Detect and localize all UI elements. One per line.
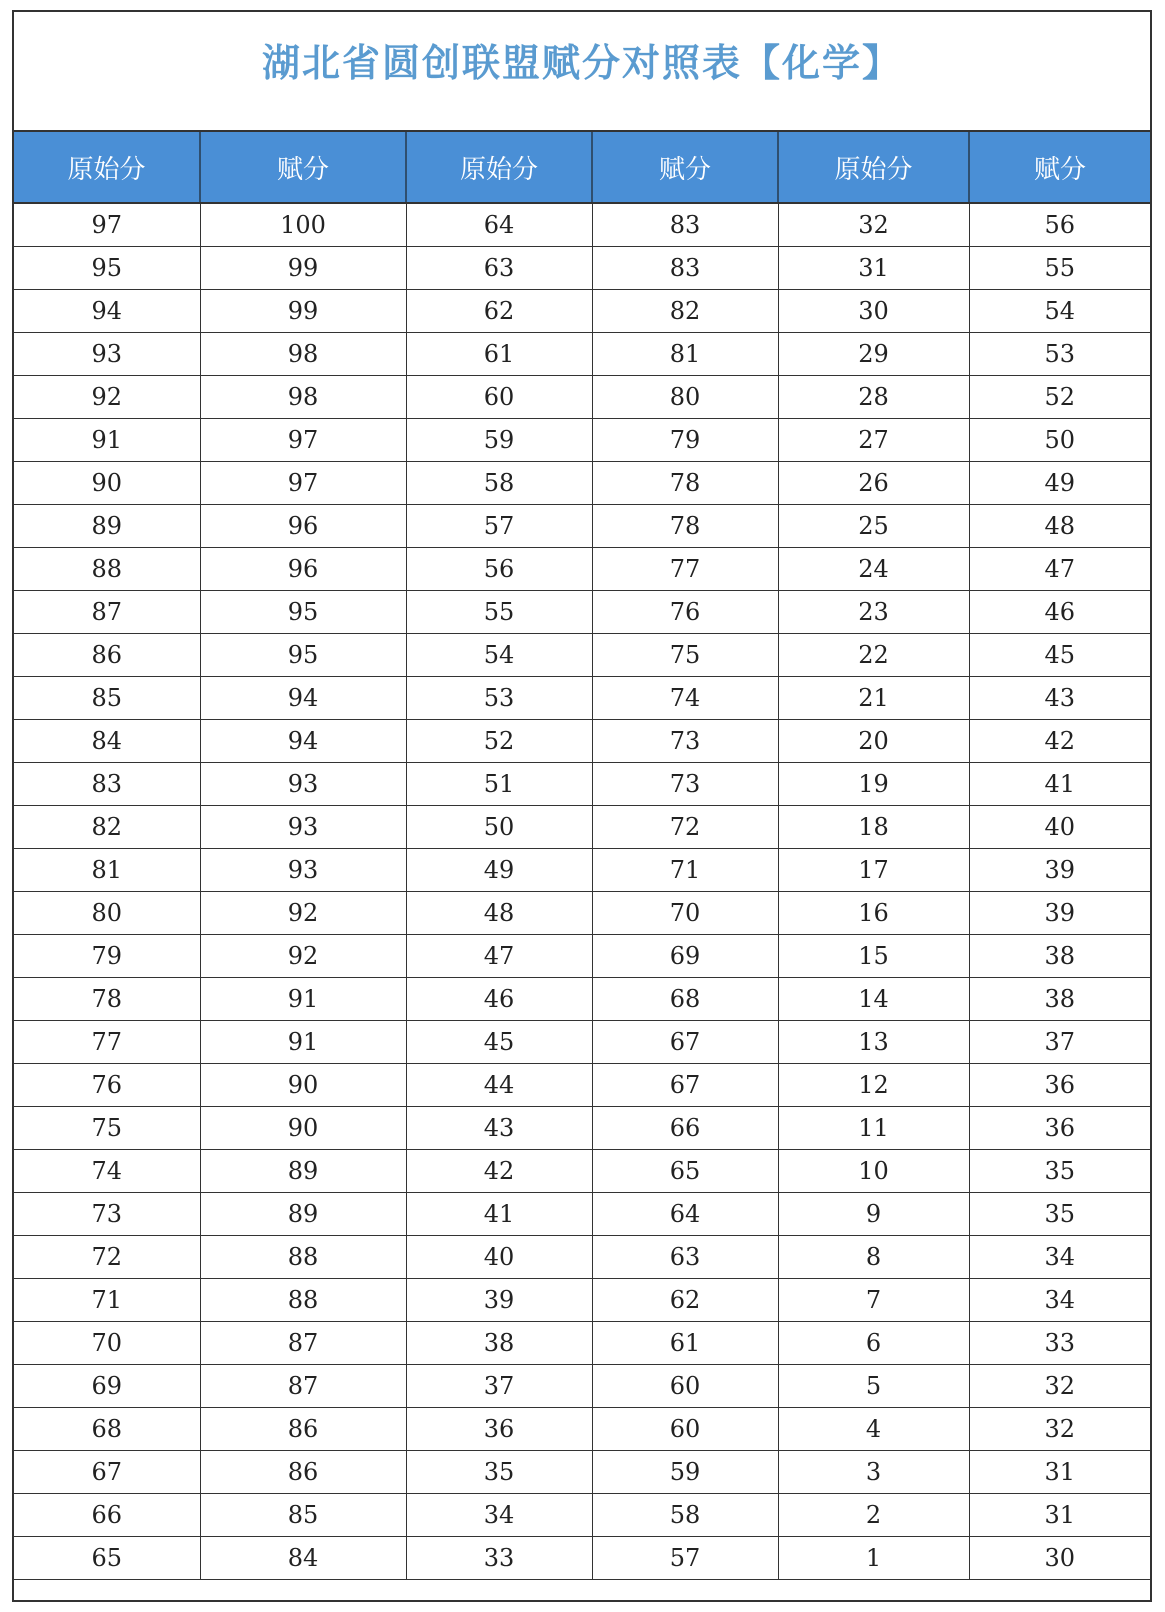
assigned-score-cell: 92 — [200, 892, 406, 935]
assigned-score-cell: 35 — [969, 1150, 1150, 1193]
assigned-score-cell: 68 — [592, 978, 778, 1021]
table-row — [14, 419, 1150, 462]
assigned-score-cell: 98 — [200, 376, 406, 419]
raw-score-cell: 40 — [406, 1236, 592, 1279]
assigned-score-cell: 89 — [200, 1193, 406, 1236]
assigned-score-cell: 86 — [200, 1451, 406, 1494]
raw-score-cell: 73 — [14, 1193, 200, 1236]
assigned-score-cell: 48 — [969, 505, 1150, 548]
assigned-score-cell: 73 — [592, 720, 778, 763]
raw-score-cell: 72 — [14, 1236, 200, 1279]
raw-score-cell: 91 — [14, 419, 200, 462]
raw-score-cell: 49 — [406, 849, 592, 892]
table-row — [14, 247, 1150, 290]
raw-score-cell: 59 — [406, 419, 592, 462]
assigned-score-cell: 39 — [969, 849, 1150, 892]
raw-score-cell: 10 — [778, 1150, 969, 1193]
raw-score-cell: 52 — [406, 720, 592, 763]
raw-score-cell: 3 — [778, 1451, 969, 1494]
raw-score-cell: 5 — [778, 1365, 969, 1408]
raw-score-cell: 41 — [406, 1193, 592, 1236]
assigned-score-cell: 96 — [200, 505, 406, 548]
score-table — [14, 132, 1150, 1580]
assigned-score-cell: 52 — [969, 376, 1150, 419]
assigned-score-cell: 72 — [592, 806, 778, 849]
raw-score-cell: 88 — [14, 548, 200, 591]
raw-score-cell: 78 — [14, 978, 200, 1021]
table-row — [14, 935, 1150, 978]
assigned-score-cell: 32 — [969, 1365, 1150, 1408]
table-row — [14, 462, 1150, 505]
raw-score-cell: 80 — [14, 892, 200, 935]
assigned-score-cell: 31 — [969, 1451, 1150, 1494]
assigned-score-cell: 36 — [969, 1107, 1150, 1150]
raw-score-cell: 69 — [14, 1365, 200, 1408]
assigned-score-cell: 75 — [592, 634, 778, 677]
header-raw-score-2: 原始分 — [406, 132, 592, 203]
assigned-score-cell: 99 — [200, 247, 406, 290]
raw-score-cell: 23 — [778, 591, 969, 634]
table-row — [14, 548, 1150, 591]
table-body — [14, 203, 1150, 1580]
table-row — [14, 892, 1150, 935]
title-area — [14, 12, 1150, 132]
raw-score-cell: 68 — [14, 1408, 200, 1451]
assigned-score-cell: 60 — [592, 1365, 778, 1408]
assigned-score-cell: 54 — [969, 290, 1150, 333]
assigned-score-cell: 41 — [969, 763, 1150, 806]
assigned-score-cell: 85 — [200, 1494, 406, 1537]
assigned-score-cell: 38 — [969, 978, 1150, 1021]
raw-score-cell: 38 — [406, 1322, 592, 1365]
assigned-score-cell: 97 — [200, 462, 406, 505]
assigned-score-cell: 57 — [592, 1537, 778, 1580]
assigned-score-cell: 32 — [969, 1408, 1150, 1451]
raw-score-cell: 86 — [14, 634, 200, 677]
assigned-score-cell: 90 — [200, 1107, 406, 1150]
raw-score-cell: 90 — [14, 462, 200, 505]
assigned-score-cell: 94 — [200, 677, 406, 720]
assigned-score-cell: 99 — [200, 290, 406, 333]
raw-score-cell: 18 — [778, 806, 969, 849]
raw-score-cell: 95 — [14, 247, 200, 290]
table-row — [14, 1365, 1150, 1408]
raw-score-cell: 76 — [14, 1064, 200, 1107]
assigned-score-cell: 95 — [200, 634, 406, 677]
table-row — [14, 505, 1150, 548]
assigned-score-cell: 87 — [200, 1322, 406, 1365]
raw-score-cell: 11 — [778, 1107, 969, 1150]
raw-score-cell: 29 — [778, 333, 969, 376]
raw-score-cell: 33 — [406, 1537, 592, 1580]
raw-score-cell: 19 — [778, 763, 969, 806]
raw-score-cell: 17 — [778, 849, 969, 892]
table-row — [14, 978, 1150, 1021]
assigned-score-cell: 94 — [200, 720, 406, 763]
raw-score-cell: 9 — [778, 1193, 969, 1236]
assigned-score-cell: 56 — [969, 203, 1150, 247]
assigned-score-cell: 37 — [969, 1021, 1150, 1064]
raw-score-cell: 14 — [778, 978, 969, 1021]
assigned-score-cell: 60 — [592, 1408, 778, 1451]
assigned-score-cell: 78 — [592, 462, 778, 505]
raw-score-cell: 4 — [778, 1408, 969, 1451]
raw-score-cell: 93 — [14, 333, 200, 376]
header-assigned-score-1: 赋分 — [200, 132, 406, 203]
assigned-score-cell: 93 — [200, 763, 406, 806]
raw-score-cell: 6 — [778, 1322, 969, 1365]
table-row — [14, 1021, 1150, 1064]
table-row — [14, 1064, 1150, 1107]
table-row — [14, 290, 1150, 333]
assigned-score-cell: 83 — [592, 203, 778, 247]
table-row — [14, 333, 1150, 376]
assigned-score-cell: 87 — [200, 1365, 406, 1408]
raw-score-cell: 57 — [406, 505, 592, 548]
table-row — [14, 634, 1150, 677]
raw-score-cell: 45 — [406, 1021, 592, 1064]
header-row — [14, 132, 1150, 203]
raw-score-cell: 58 — [406, 462, 592, 505]
assigned-score-cell: 83 — [592, 247, 778, 290]
assigned-score-cell: 84 — [200, 1537, 406, 1580]
assigned-score-cell: 45 — [969, 634, 1150, 677]
assigned-score-cell: 40 — [969, 806, 1150, 849]
raw-score-cell: 13 — [778, 1021, 969, 1064]
raw-score-cell: 42 — [406, 1150, 592, 1193]
assigned-score-cell: 43 — [969, 677, 1150, 720]
assigned-score-cell: 39 — [969, 892, 1150, 935]
assigned-score-cell: 34 — [969, 1236, 1150, 1279]
raw-score-cell: 31 — [778, 247, 969, 290]
raw-score-cell: 79 — [14, 935, 200, 978]
assigned-score-cell: 42 — [969, 720, 1150, 763]
raw-score-cell: 84 — [14, 720, 200, 763]
assigned-score-cell: 89 — [200, 1150, 406, 1193]
table-row — [14, 1451, 1150, 1494]
assigned-score-cell: 31 — [969, 1494, 1150, 1537]
header-raw-score-3: 原始分 — [778, 132, 969, 203]
assigned-score-cell: 46 — [969, 591, 1150, 634]
raw-score-cell: 89 — [14, 505, 200, 548]
raw-score-cell: 22 — [778, 634, 969, 677]
assigned-score-cell: 62 — [592, 1279, 778, 1322]
raw-score-cell: 67 — [14, 1451, 200, 1494]
assigned-score-cell: 73 — [592, 763, 778, 806]
raw-score-cell: 16 — [778, 892, 969, 935]
raw-score-cell: 39 — [406, 1279, 592, 1322]
raw-score-cell: 1 — [778, 1537, 969, 1580]
assigned-score-cell: 67 — [592, 1064, 778, 1107]
table-row — [14, 376, 1150, 419]
assigned-score-cell: 71 — [592, 849, 778, 892]
assigned-score-cell: 100 — [200, 203, 406, 247]
table-row — [14, 1150, 1150, 1193]
header-assigned-score-3: 赋分 — [969, 132, 1150, 203]
assigned-score-cell: 80 — [592, 376, 778, 419]
assigned-score-cell: 50 — [969, 419, 1150, 462]
raw-score-cell: 7 — [778, 1279, 969, 1322]
raw-score-cell: 32 — [778, 203, 969, 247]
raw-score-cell: 8 — [778, 1236, 969, 1279]
assigned-score-cell: 33 — [969, 1322, 1150, 1365]
raw-score-cell: 30 — [778, 290, 969, 333]
assigned-score-cell: 58 — [592, 1494, 778, 1537]
raw-score-cell: 35 — [406, 1451, 592, 1494]
assigned-score-cell: 55 — [969, 247, 1150, 290]
raw-score-cell: 53 — [406, 677, 592, 720]
assigned-score-cell: 77 — [592, 548, 778, 591]
raw-score-cell: 97 — [14, 203, 200, 247]
assigned-score-cell: 69 — [592, 935, 778, 978]
raw-score-cell: 44 — [406, 1064, 592, 1107]
raw-score-cell: 87 — [14, 591, 200, 634]
assigned-score-cell: 67 — [592, 1021, 778, 1064]
raw-score-cell: 61 — [406, 333, 592, 376]
table-row — [14, 1193, 1150, 1236]
raw-score-cell: 46 — [406, 978, 592, 1021]
raw-score-cell: 24 — [778, 548, 969, 591]
raw-score-cell: 71 — [14, 1279, 200, 1322]
assigned-score-cell: 91 — [200, 978, 406, 1021]
score-conversion-sheet — [12, 10, 1152, 1602]
raw-score-cell: 34 — [406, 1494, 592, 1537]
assigned-score-cell: 53 — [969, 333, 1150, 376]
header-raw-score-1: 原始分 — [14, 132, 200, 203]
raw-score-cell: 25 — [778, 505, 969, 548]
raw-score-cell: 85 — [14, 677, 200, 720]
raw-score-cell: 26 — [778, 462, 969, 505]
raw-score-cell: 82 — [14, 806, 200, 849]
assigned-score-cell: 90 — [200, 1064, 406, 1107]
assigned-score-cell: 98 — [200, 333, 406, 376]
raw-score-cell: 21 — [778, 677, 969, 720]
assigned-score-cell: 49 — [969, 462, 1150, 505]
raw-score-cell: 70 — [14, 1322, 200, 1365]
assigned-score-cell: 88 — [200, 1279, 406, 1322]
table-row — [14, 806, 1150, 849]
assigned-score-cell: 65 — [592, 1150, 778, 1193]
assigned-score-cell: 82 — [592, 290, 778, 333]
assigned-score-cell: 95 — [200, 591, 406, 634]
raw-score-cell: 64 — [406, 203, 592, 247]
raw-score-cell: 47 — [406, 935, 592, 978]
assigned-score-cell: 76 — [592, 591, 778, 634]
assigned-score-cell: 63 — [592, 1236, 778, 1279]
raw-score-cell: 36 — [406, 1408, 592, 1451]
assigned-score-cell: 78 — [592, 505, 778, 548]
assigned-score-cell: 61 — [592, 1322, 778, 1365]
raw-score-cell: 48 — [406, 892, 592, 935]
raw-score-cell: 62 — [406, 290, 592, 333]
assigned-score-cell: 91 — [200, 1021, 406, 1064]
assigned-score-cell: 97 — [200, 419, 406, 462]
table-row — [14, 1107, 1150, 1150]
table-row — [14, 1322, 1150, 1365]
raw-score-cell: 43 — [406, 1107, 592, 1150]
assigned-score-cell: 93 — [200, 806, 406, 849]
raw-score-cell: 37 — [406, 1365, 592, 1408]
table-row — [14, 1236, 1150, 1279]
table-row — [14, 1279, 1150, 1322]
assigned-score-cell: 30 — [969, 1537, 1150, 1580]
raw-score-cell: 65 — [14, 1537, 200, 1580]
header-assigned-score-2: 赋分 — [592, 132, 778, 203]
raw-score-cell: 15 — [778, 935, 969, 978]
table-row — [14, 677, 1150, 720]
raw-score-cell: 94 — [14, 290, 200, 333]
raw-score-cell: 50 — [406, 806, 592, 849]
raw-score-cell: 74 — [14, 1150, 200, 1193]
assigned-score-cell: 92 — [200, 935, 406, 978]
raw-score-cell: 63 — [406, 247, 592, 290]
raw-score-cell: 51 — [406, 763, 592, 806]
table-row — [14, 1494, 1150, 1537]
raw-score-cell: 20 — [778, 720, 969, 763]
table-row — [14, 763, 1150, 806]
raw-score-cell: 83 — [14, 763, 200, 806]
raw-score-cell: 55 — [406, 591, 592, 634]
raw-score-cell: 2 — [778, 1494, 969, 1537]
assigned-score-cell: 34 — [969, 1279, 1150, 1322]
assigned-score-cell: 36 — [969, 1064, 1150, 1107]
table-row — [14, 1408, 1150, 1451]
assigned-score-cell: 64 — [592, 1193, 778, 1236]
assigned-score-cell: 38 — [969, 935, 1150, 978]
raw-score-cell: 54 — [406, 634, 592, 677]
assigned-score-cell: 35 — [969, 1193, 1150, 1236]
raw-score-cell: 28 — [778, 376, 969, 419]
raw-score-cell: 77 — [14, 1021, 200, 1064]
assigned-score-cell: 93 — [200, 849, 406, 892]
raw-score-cell: 92 — [14, 376, 200, 419]
table-row — [14, 720, 1150, 763]
table-row — [14, 203, 1150, 247]
raw-score-cell: 60 — [406, 376, 592, 419]
assigned-score-cell: 70 — [592, 892, 778, 935]
page-title: 湖北省圆创联盟赋分对照表【化学】 — [261, 41, 902, 85]
table-row — [14, 849, 1150, 892]
assigned-score-cell: 81 — [592, 333, 778, 376]
raw-score-cell: 75 — [14, 1107, 200, 1150]
raw-score-cell: 81 — [14, 849, 200, 892]
raw-score-cell: 12 — [778, 1064, 969, 1107]
assigned-score-cell: 96 — [200, 548, 406, 591]
table-row — [14, 1537, 1150, 1580]
assigned-score-cell: 88 — [200, 1236, 406, 1279]
raw-score-cell: 66 — [14, 1494, 200, 1537]
assigned-score-cell: 66 — [592, 1107, 778, 1150]
assigned-score-cell: 47 — [969, 548, 1150, 591]
assigned-score-cell: 86 — [200, 1408, 406, 1451]
assigned-score-cell: 59 — [592, 1451, 778, 1494]
assigned-score-cell: 74 — [592, 677, 778, 720]
assigned-score-cell: 79 — [592, 419, 778, 462]
raw-score-cell: 56 — [406, 548, 592, 591]
table-row — [14, 591, 1150, 634]
raw-score-cell: 27 — [778, 419, 969, 462]
